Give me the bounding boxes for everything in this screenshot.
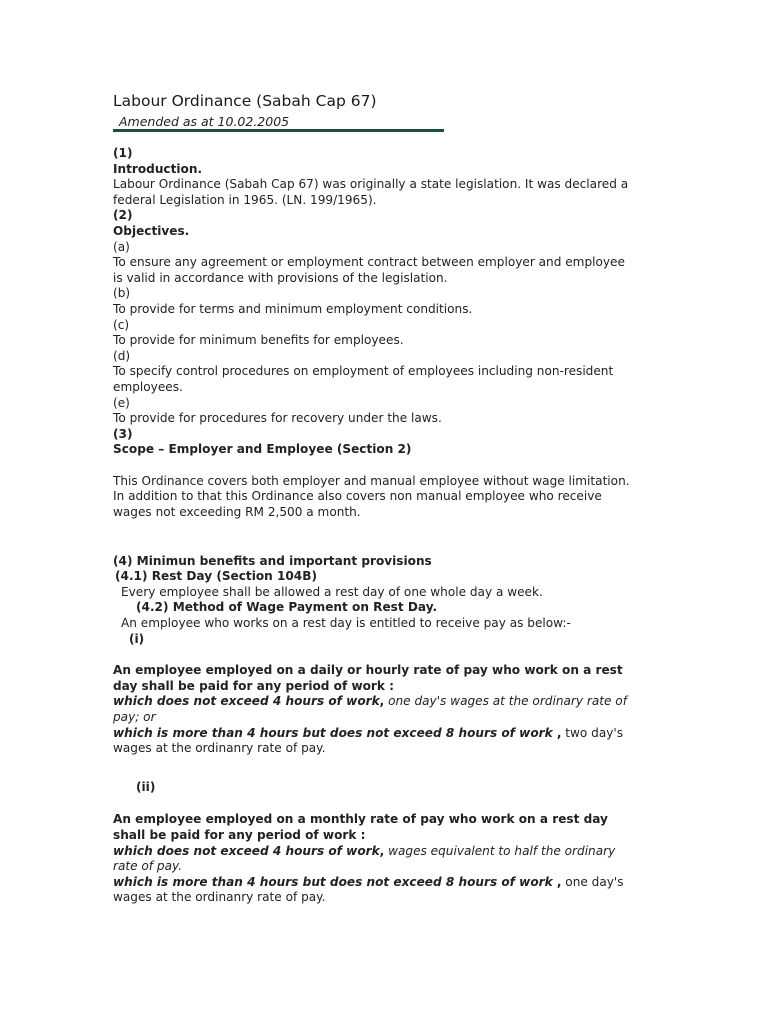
objective-c-text: To provide for minimum benefits for employees. xyxy=(113,333,404,348)
section-3-text: This Ordinance covers both employer and manual employee without wage limitation. In addition to that this Ordinance also covers non manual employee who receive wages not exceeding RM 2,500 a month. xyxy=(113,473,630,520)
objective-d-label: (d) xyxy=(113,348,131,363)
case-i-lead: An employee employed on a daily or hourly rate of pay who work on a rest day shall be paid for any period of work : xyxy=(113,663,623,693)
case-ii-cond1-text: which does not exceed 4 hours of work xyxy=(113,843,380,858)
case-i-result1: one day's wages at the ordinary rate of pay; or xyxy=(113,694,627,724)
section-3-heading: Scope – Employer and Employee (Section 2) xyxy=(113,442,412,457)
case-i-result2: two day's wages at the ordinanry rate of pay. xyxy=(113,725,624,756)
case-ii-cond2-text: which is more than 4 hours but does not exceed 8 hours of work xyxy=(113,874,553,889)
case-ii-sep1: , xyxy=(379,843,385,858)
objective-d-text: To specify control procedures on employment of employees including non-resident employees. xyxy=(113,364,614,394)
case-ii-result1: wages equivalent to half the ordinary rate of pay. xyxy=(113,843,616,874)
case-ii-label: (ii) xyxy=(136,779,156,794)
case-i-cond1-text: which does not exceed 4 hours of work xyxy=(113,694,380,709)
case-ii-sep2: , xyxy=(552,874,562,889)
case-i-label: (i) xyxy=(129,631,145,646)
case-i-cond2-text: which is more than 4 hours but does not exceed 8 hours of work xyxy=(113,725,553,740)
title-underline xyxy=(113,129,444,132)
objective-b-text: To provide for terms and minimum employment conditions. xyxy=(113,301,473,316)
section-4-heading: (4) Minimun benefits and important provisions xyxy=(113,553,432,568)
case-i-sep1: , xyxy=(379,694,385,709)
rest-day-heading: (4.1) Rest Day (Section 104B) xyxy=(115,569,317,584)
section-2-number: (2) xyxy=(113,208,133,223)
objective-b-label: (b) xyxy=(113,286,131,301)
rest-day-text: Every employee shall be allowed a rest day of one whole day a week. xyxy=(121,584,543,599)
wage-method-intro: An employee who works on a rest day is entitled to receive pay as below:- xyxy=(121,616,571,631)
document-body xyxy=(113,146,633,906)
objective-e-label: (e) xyxy=(113,395,130,410)
case-ii-result2: one day's wages at the ordinanry rate of pay. xyxy=(113,874,624,905)
objective-a-text: To ensure any agreement or employment contract between employer and employee is valid in accordance with provisions of the legislation. xyxy=(113,255,625,285)
section-3-number: (3) xyxy=(113,426,133,441)
objective-a-label: (a) xyxy=(113,239,130,254)
section-1-number: (1) xyxy=(113,146,133,160)
page-title: Labour Ordinance (Sabah Cap 67) xyxy=(113,92,377,110)
section-1-heading: Introduction. xyxy=(113,161,203,176)
amendment-date: Amended as at 10.02.2005 xyxy=(119,114,290,129)
section-1-text: Labour Ordinance (Sabah Cap 67) was originally a state legislation. It was declared a federal Legislation in 1965. (LN. 199/1965). xyxy=(113,177,629,207)
objective-c-label: (c) xyxy=(113,317,130,332)
objective-e-text: To provide for procedures for recovery under the laws. xyxy=(113,411,442,426)
case-ii-condition-1 xyxy=(113,844,633,875)
case-ii-lead: An employee employed on a monthly rate of pay who work on a rest day shall be paid for any period of work : xyxy=(113,812,608,842)
case-i-condition-1 xyxy=(113,694,633,725)
section-2-heading: Objectives. xyxy=(113,223,190,238)
case-ii-condition-2 xyxy=(113,875,633,906)
case-i-sep2: , xyxy=(552,725,562,740)
wage-method-heading: (4.2) Method of Wage Payment on Rest Day. xyxy=(136,600,438,615)
case-i-condition-2 xyxy=(113,726,633,757)
